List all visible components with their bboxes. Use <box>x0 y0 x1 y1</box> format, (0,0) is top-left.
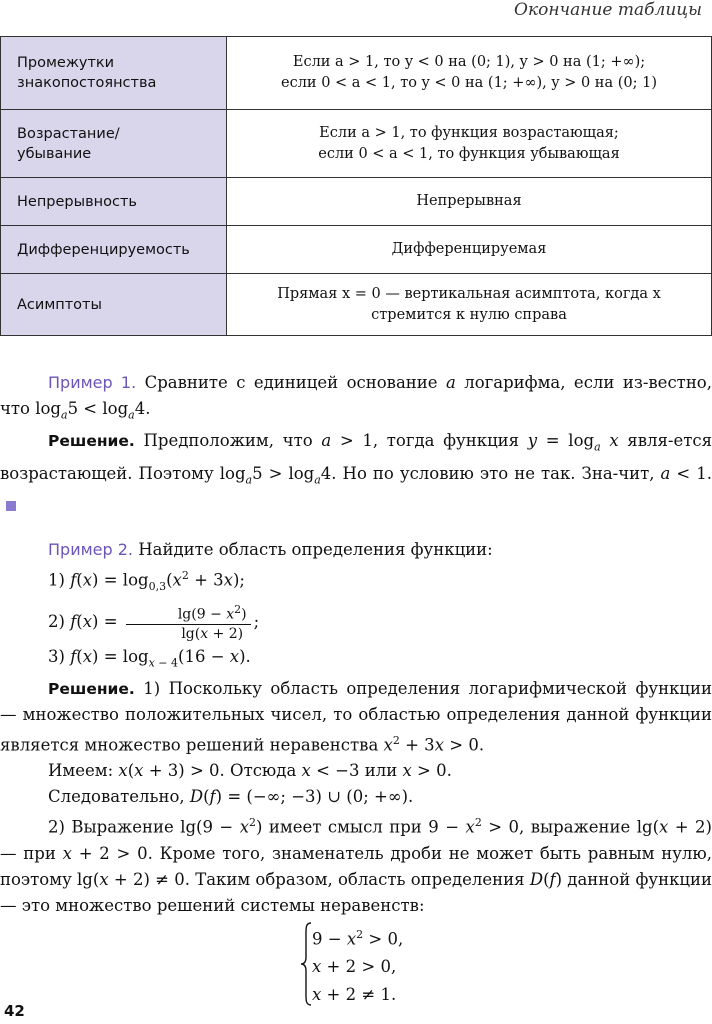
table-row <box>1 110 712 178</box>
system-line: $9 - x^2 > 0$, <box>312 927 404 949</box>
property-name <box>1 110 227 178</box>
example-2-solution: Решение. 1) Поскольку область определения логарифмической функции — множество положительных чисел, то областью определения данной функции является множество решений неравенства $x^2 + 3x > 0$. <box>0 678 712 755</box>
property-value-line: Дифференцируемая <box>391 241 547 257</box>
example-1-title: Пример 1. <box>48 373 137 392</box>
property-name <box>1 274 227 336</box>
brace-icon <box>300 921 312 1007</box>
property-value <box>227 37 712 110</box>
example-2-item-1: 1) $f(x) = \log_{0,3}(x^2 + 3x)$; <box>48 568 245 593</box>
example-2-statement: Пример 2. Найдите область определения функции: <box>48 539 493 559</box>
property-name <box>1 37 227 110</box>
solution-step: Имеем: x(x + 3) > 0. Отсюда x < −3 или x > 0. <box>48 761 452 781</box>
property-value-line: если 0 < a < 1, то функция убывающая <box>318 145 620 162</box>
table-row <box>1 178 712 226</box>
property-value-line: стремится к нулю справа <box>371 306 567 323</box>
inequality-system <box>300 921 712 1007</box>
property-name-text: Возрастание/ убывание <box>17 125 120 162</box>
property-value <box>227 110 712 178</box>
example-2-item-2: 2) f(x) = $\frac{\lg(9 - x^2)}{\lg(x + 2)}$ ; <box>48 603 260 643</box>
fraction: $\frac{\lg(9 - x^2)}{\lg(x + 2)}$ <box>126 601 251 643</box>
system-line: x + 2 > 0, <box>312 957 397 977</box>
property-value-line: Прямая x = 0 — вертикальная асимптота, когда x <box>277 285 661 302</box>
solution-label: Решение. <box>48 432 135 451</box>
table-row <box>1 274 712 336</box>
property-value-line: Непрерывная <box>416 193 522 209</box>
solution-step: 2) Выражение $\lg(9 - x^2)$ имеет смысл при $9 - x^2 > 0$, выражение lg(x + 2) — при x + 2 > 0. Кроме того, знаменатель дроби не может быть равным нулю, поэтому lg(x + 2) ≠ 0. Таким образом, область определения D(f) данной функции — это множество решений системы неравенств: <box>0 816 712 915</box>
example-1-statement: Пример 1. Сравните с единицей основание a логарифма, если из-вестно, что $\log_a5 < \log_a4$. <box>0 373 712 422</box>
end-of-proof-icon <box>6 501 16 511</box>
page-body <box>0 370 712 1007</box>
property-name <box>1 226 227 274</box>
solution-label: Решение. <box>48 679 135 698</box>
property-value <box>227 178 712 226</box>
table-row <box>1 37 712 110</box>
property-value-line: если 0 < a < 1, то y < 0 на (1; +∞), y > 0 на (0; 1) <box>281 75 657 91</box>
running-head: Окончание таблицы <box>514 0 702 20</box>
system-line: x + 2 ≠ 1. <box>312 985 397 1005</box>
properties-table <box>0 36 712 336</box>
solution-step: Следовательно, D(f) = (−∞; −3) ∪ (0; +∞). <box>48 787 414 807</box>
property-value-line: Если a > 1, то функция возрастающая; <box>319 124 619 141</box>
property-value <box>227 274 712 336</box>
property-value <box>227 226 712 274</box>
property-name-text: Асимптоты <box>17 296 102 313</box>
page-number: 42 <box>4 1002 25 1020</box>
property-name-text: Дифференцируемость <box>17 241 190 258</box>
example-1-solution: Решение. Предположим, что a > 1, тогда функция $y = \log_a x$ явля-ется возрастающей. Поэтому $\log_a5 > \log_a4$. Но по условию это не так. Зна-чит, a < 1. <box>0 428 712 519</box>
property-name-text: Промежутки знакопостоянства <box>17 55 157 91</box>
property-name-text: Непрерывность <box>17 193 137 210</box>
example-2-item-3: 3) $f(x) = \log_{x - 4}(16 - x)$. <box>48 646 251 669</box>
example-2-title: Пример 2. <box>48 539 134 559</box>
property-name <box>1 178 227 226</box>
table-row <box>1 226 712 274</box>
property-value-line: Если a > 1, то y < 0 на (0; 1), y > 0 на (1; +∞); <box>292 54 646 70</box>
